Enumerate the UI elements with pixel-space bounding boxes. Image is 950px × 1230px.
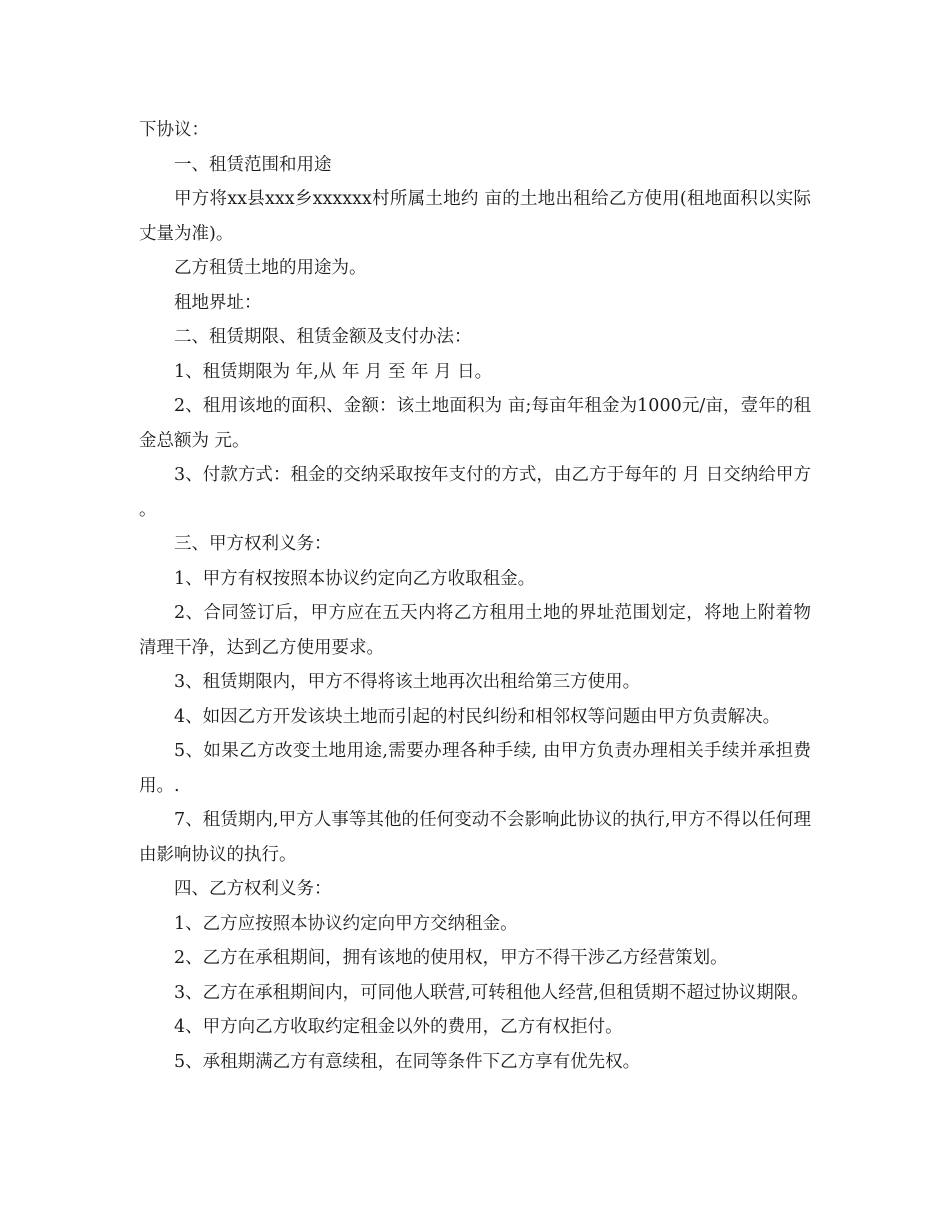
document-body [139, 113, 811, 1079]
paragraph-intro: 下协议： [139, 120, 209, 140]
paragraph: 4、甲方向乙方收取约定租金以外的费用，乙方有权拒付。 [174, 1017, 623, 1037]
paragraph: 5、如果乙方改变土地用途,需要办理各种手续, 由甲方负责办理相关手续并承担费用。. [139, 741, 811, 796]
paragraph: 2、合同签订后，甲方应在五天内将乙方租用土地的界址范围划定，将地上附着物清理干净，达到乙方使用要求。 [139, 603, 811, 658]
paragraph: 1、乙方应按照本协议约定向甲方交纳租金。 [174, 913, 518, 934]
paragraph: 2、租用该地的面积、金额：该土地面积为 亩;每亩年租金为1000元/亩，壹年的租金总额为 元。 [139, 396, 811, 451]
section-heading-4: 四、乙方权利义务： [174, 879, 332, 899]
paragraph: 3、乙方在承租期间内，可同他人联营,可转租他人经营,但租赁期不超过协议期限。 [174, 982, 809, 1003]
paragraph: 3、付款方式：租金的交纳采取按年支付的方式，由乙方于每年的 月 日交纳给甲方 。 [139, 465, 811, 520]
paragraph: 2、乙方在承租期间，拥有该地的使用权，甲方不得干涉乙方经营策划。 [174, 948, 728, 968]
paragraph: 租地界址： [174, 292, 262, 313]
paragraph: 5、承租期满乙方有意续租，在同等条件下乙方享有优先权。 [174, 1051, 641, 1072]
paragraph: 乙方租赁土地的用途为。 [174, 258, 367, 278]
paragraph: 7、租赁期内,甲方人事等其他的任何变动不会影响此协议的执行,甲方不得以任何理由影响协议的执行。 [139, 810, 811, 865]
section-heading-1: 一、租赁范围和用途 [174, 154, 332, 175]
paragraph: 1、租赁期限为 年,从 年 月 至 年 月 日。 [174, 361, 493, 382]
paragraph: 甲方将xx县xxx乡xxxxxx村所属土地约 亩的土地出租给乙方使用(租地面积以实际丈量为准)。 [139, 189, 811, 244]
section-heading-3: 三、甲方权利义务： [174, 534, 332, 554]
paragraph: 4、如因乙方开发该块土地而引起的村民纠纷和相邻权等问题由甲方负责解决。 [174, 706, 781, 727]
section-heading-2: 二、租赁期限、租赁金额及支付办法： [174, 327, 472, 347]
paragraph: 3、租赁期限内，甲方不得将该土地再次出租给第三方使用。 [174, 672, 641, 692]
paragraph: 1、甲方有权按照本协议约定向乙方收取租金。 [174, 568, 536, 589]
